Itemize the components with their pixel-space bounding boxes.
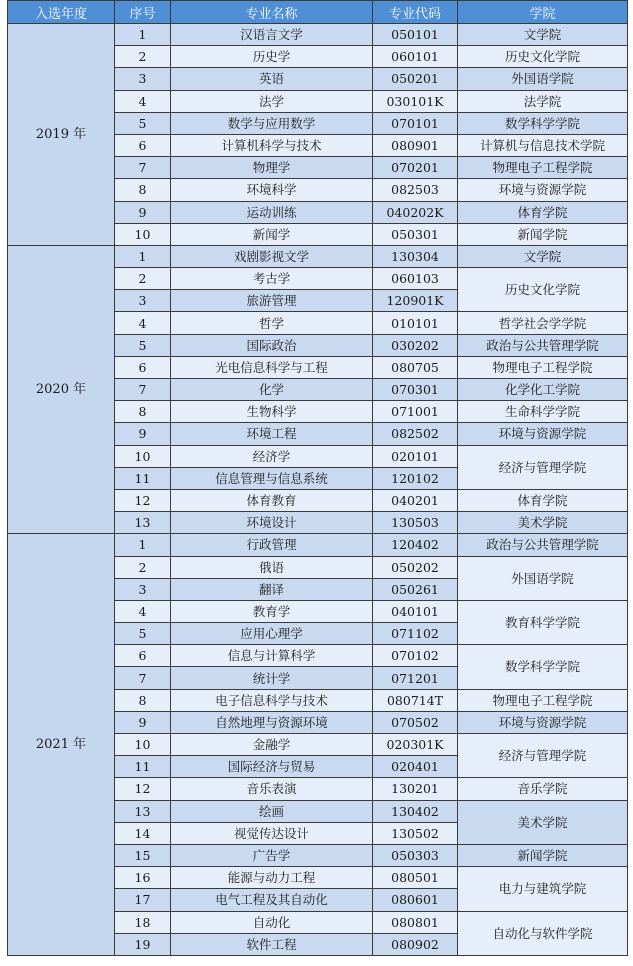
code-cell: 120901K xyxy=(373,290,458,312)
name-cell: 计算机科学与技术 xyxy=(171,134,373,156)
college-cell: 化学化工学院 xyxy=(458,379,628,401)
code-cell: 080501 xyxy=(373,867,458,889)
name-cell: 金融学 xyxy=(171,734,373,756)
college-cell: 环境与资源学院 xyxy=(458,711,628,733)
name-cell: 化学 xyxy=(171,379,373,401)
name-cell: 自然地理与资源环境 xyxy=(171,711,373,733)
code-cell: 030101K xyxy=(373,90,458,112)
seq-cell: 10 xyxy=(115,734,171,756)
college-cell: 新闻学院 xyxy=(458,844,628,866)
seq-cell: 2 xyxy=(115,556,171,578)
seq-cell: 17 xyxy=(115,889,171,911)
seq-cell: 3 xyxy=(115,68,171,90)
college-cell: 教育科学学院 xyxy=(458,600,628,644)
college-cell: 数学科学学院 xyxy=(458,645,628,689)
code-cell: 130304 xyxy=(373,245,458,267)
seq-cell: 12 xyxy=(115,489,171,511)
college-cell: 物理电子工程学院 xyxy=(458,356,628,378)
code-cell: 082503 xyxy=(373,179,458,201)
name-cell: 统计学 xyxy=(171,667,373,689)
name-cell: 广告学 xyxy=(171,844,373,866)
header-college: 学院 xyxy=(458,1,628,24)
code-cell: 130502 xyxy=(373,822,458,844)
name-cell: 绘画 xyxy=(171,800,373,822)
college-cell: 音乐学院 xyxy=(458,778,628,800)
name-cell: 音乐表演 xyxy=(171,778,373,800)
name-cell: 信息管理与信息系统 xyxy=(171,467,373,489)
name-cell: 软件工程 xyxy=(171,933,373,955)
seq-cell: 7 xyxy=(115,157,171,179)
code-cell: 030202 xyxy=(373,334,458,356)
code-cell: 070101 xyxy=(373,112,458,134)
seq-cell: 6 xyxy=(115,134,171,156)
code-cell: 080714T xyxy=(373,689,458,711)
seq-cell: 4 xyxy=(115,312,171,334)
seq-cell: 16 xyxy=(115,867,171,889)
code-cell: 082502 xyxy=(373,423,458,445)
seq-cell: 1 xyxy=(115,245,171,267)
seq-cell: 2 xyxy=(115,268,171,290)
code-cell: 040101 xyxy=(373,600,458,622)
seq-cell: 1 xyxy=(115,534,171,556)
seq-cell: 6 xyxy=(115,645,171,667)
code-cell: 010101 xyxy=(373,312,458,334)
seq-cell: 9 xyxy=(115,423,171,445)
college-cell: 计算机与信息技术学院 xyxy=(458,134,628,156)
header-row xyxy=(8,1,628,24)
code-cell: 120102 xyxy=(373,467,458,489)
year-cell: 2019 年 xyxy=(8,24,115,246)
seq-cell: 8 xyxy=(115,179,171,201)
name-cell: 历史学 xyxy=(171,46,373,68)
college-cell: 政治与公共管理学院 xyxy=(458,534,628,556)
code-cell: 050261 xyxy=(373,578,458,600)
college-cell: 环境与资源学院 xyxy=(458,423,628,445)
name-cell: 哲学 xyxy=(171,312,373,334)
name-cell: 国际经济与贸易 xyxy=(171,756,373,778)
table-row xyxy=(8,534,628,556)
code-cell: 050301 xyxy=(373,223,458,245)
name-cell: 俄语 xyxy=(171,556,373,578)
college-cell: 法学院 xyxy=(458,90,628,112)
college-cell: 外国语学院 xyxy=(458,68,628,90)
code-cell: 070102 xyxy=(373,645,458,667)
code-cell: 130402 xyxy=(373,800,458,822)
year-cell: 2020 年 xyxy=(8,245,115,533)
seq-cell: 11 xyxy=(115,467,171,489)
code-cell: 130201 xyxy=(373,778,458,800)
seq-cell: 8 xyxy=(115,689,171,711)
code-cell: 080901 xyxy=(373,134,458,156)
code-cell: 071001 xyxy=(373,401,458,423)
code-cell: 040202K xyxy=(373,201,458,223)
code-cell: 050201 xyxy=(373,68,458,90)
seq-cell: 7 xyxy=(115,379,171,401)
college-cell: 数学科学学院 xyxy=(458,112,628,134)
code-cell: 080801 xyxy=(373,911,458,933)
seq-cell: 8 xyxy=(115,401,171,423)
name-cell: 英语 xyxy=(171,68,373,90)
name-cell: 戏剧影视文学 xyxy=(171,245,373,267)
code-cell: 071102 xyxy=(373,623,458,645)
code-cell: 050101 xyxy=(373,24,458,46)
college-cell: 历史文化学院 xyxy=(458,46,628,68)
name-cell: 视觉传达设计 xyxy=(171,822,373,844)
code-cell: 040201 xyxy=(373,489,458,511)
seq-cell: 10 xyxy=(115,223,171,245)
majors-table xyxy=(7,0,628,956)
year-cell: 2021 年 xyxy=(8,534,115,956)
college-cell: 哲学社会学学院 xyxy=(458,312,628,334)
seq-cell: 13 xyxy=(115,800,171,822)
college-cell: 文学院 xyxy=(458,24,628,46)
name-cell: 法学 xyxy=(171,90,373,112)
seq-cell: 18 xyxy=(115,911,171,933)
college-cell: 体育学院 xyxy=(458,201,628,223)
header-name: 专业名称 xyxy=(171,1,373,24)
college-cell: 美术学院 xyxy=(458,512,628,534)
seq-cell: 5 xyxy=(115,334,171,356)
college-cell: 经济与管理学院 xyxy=(458,445,628,489)
seq-cell: 13 xyxy=(115,512,171,534)
seq-cell: 9 xyxy=(115,711,171,733)
college-cell: 自动化与软件学院 xyxy=(458,911,628,955)
code-cell: 070201 xyxy=(373,157,458,179)
name-cell: 光电信息科学与工程 xyxy=(171,356,373,378)
name-cell: 数学与应用数学 xyxy=(171,112,373,134)
header-year: 入选年度 xyxy=(8,1,115,24)
name-cell: 信息与计算科学 xyxy=(171,645,373,667)
name-cell: 环境工程 xyxy=(171,423,373,445)
code-cell: 080705 xyxy=(373,356,458,378)
seq-cell: 9 xyxy=(115,201,171,223)
college-cell: 美术学院 xyxy=(458,800,628,844)
college-cell: 生命科学学院 xyxy=(458,401,628,423)
name-cell: 教育学 xyxy=(171,600,373,622)
name-cell: 新闻学 xyxy=(171,223,373,245)
name-cell: 国际政治 xyxy=(171,334,373,356)
college-cell: 环境与资源学院 xyxy=(458,179,628,201)
table-row xyxy=(8,24,628,46)
name-cell: 汉语言文学 xyxy=(171,24,373,46)
table-row xyxy=(8,245,628,267)
code-cell: 060101 xyxy=(373,46,458,68)
seq-cell: 6 xyxy=(115,356,171,378)
code-cell: 080902 xyxy=(373,933,458,955)
name-cell: 运动训练 xyxy=(171,201,373,223)
code-cell: 080601 xyxy=(373,889,458,911)
seq-cell: 3 xyxy=(115,578,171,600)
name-cell: 旅游管理 xyxy=(171,290,373,312)
name-cell: 自动化 xyxy=(171,911,373,933)
name-cell: 应用心理学 xyxy=(171,623,373,645)
seq-cell: 14 xyxy=(115,822,171,844)
college-cell: 物理电子工程学院 xyxy=(458,157,628,179)
college-cell: 历史文化学院 xyxy=(458,268,628,312)
table-body xyxy=(8,24,628,956)
name-cell: 生物科学 xyxy=(171,401,373,423)
code-cell: 020101 xyxy=(373,445,458,467)
code-cell: 070502 xyxy=(373,711,458,733)
table-header xyxy=(8,1,628,24)
college-cell: 体育学院 xyxy=(458,489,628,511)
seq-cell: 5 xyxy=(115,112,171,134)
code-cell: 020301K xyxy=(373,734,458,756)
name-cell: 经济学 xyxy=(171,445,373,467)
seq-cell: 10 xyxy=(115,445,171,467)
name-cell: 环境科学 xyxy=(171,179,373,201)
name-cell: 行政管理 xyxy=(171,534,373,556)
name-cell: 能源与动力工程 xyxy=(171,867,373,889)
seq-cell: 1 xyxy=(115,24,171,46)
college-cell: 新闻学院 xyxy=(458,223,628,245)
college-cell: 物理电子工程学院 xyxy=(458,689,628,711)
code-cell: 071201 xyxy=(373,667,458,689)
code-cell: 070301 xyxy=(373,379,458,401)
name-cell: 电气工程及其自动化 xyxy=(171,889,373,911)
header-seq: 序号 xyxy=(115,1,171,24)
seq-cell: 3 xyxy=(115,290,171,312)
name-cell: 考古学 xyxy=(171,268,373,290)
code-cell: 120402 xyxy=(373,534,458,556)
seq-cell: 5 xyxy=(115,623,171,645)
college-cell: 电力与建筑学院 xyxy=(458,867,628,911)
college-cell: 经济与管理学院 xyxy=(458,734,628,778)
college-cell: 外国语学院 xyxy=(458,556,628,600)
code-cell: 050202 xyxy=(373,556,458,578)
code-cell: 050303 xyxy=(373,844,458,866)
code-cell: 020401 xyxy=(373,756,458,778)
name-cell: 翻译 xyxy=(171,578,373,600)
seq-cell: 19 xyxy=(115,933,171,955)
college-cell: 文学院 xyxy=(458,245,628,267)
code-cell: 130503 xyxy=(373,512,458,534)
seq-cell: 4 xyxy=(115,90,171,112)
seq-cell: 12 xyxy=(115,778,171,800)
college-cell: 政治与公共管理学院 xyxy=(458,334,628,356)
seq-cell: 7 xyxy=(115,667,171,689)
name-cell: 电子信息科学与技术 xyxy=(171,689,373,711)
name-cell: 物理学 xyxy=(171,157,373,179)
seq-cell: 15 xyxy=(115,844,171,866)
seq-cell: 11 xyxy=(115,756,171,778)
seq-cell: 4 xyxy=(115,600,171,622)
name-cell: 环境设计 xyxy=(171,512,373,534)
header-code: 专业代码 xyxy=(373,1,458,24)
name-cell: 体育教育 xyxy=(171,489,373,511)
seq-cell: 2 xyxy=(115,46,171,68)
code-cell: 060103 xyxy=(373,268,458,290)
